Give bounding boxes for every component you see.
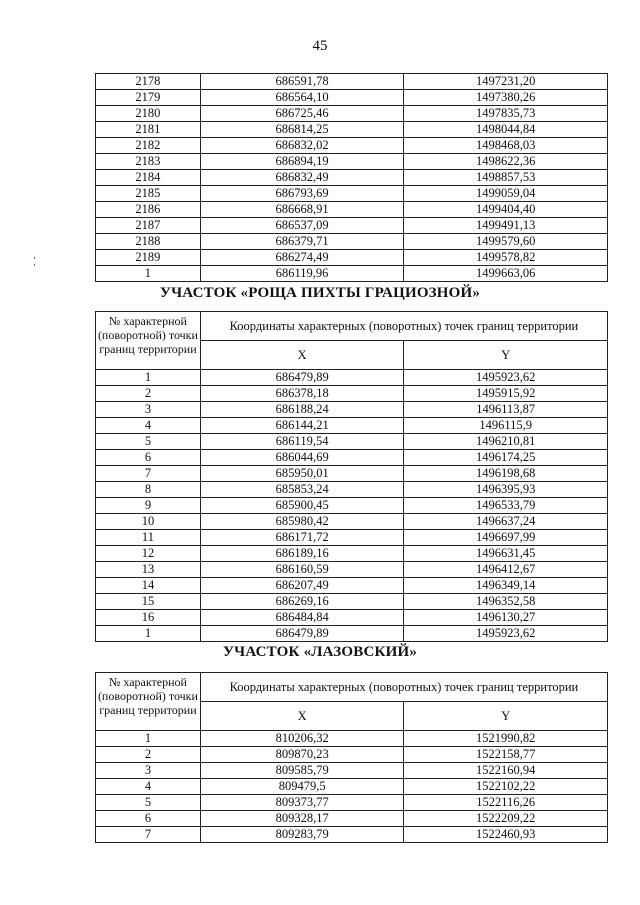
cell-y: 1522116,26 [404,795,608,811]
table-row [96,154,608,170]
cell-point-number: 7 [96,827,201,843]
section-title: УЧАСТОК «ЛАЗОВСКИЙ» [222,644,418,660]
cell-x: 685853,24 [200,482,404,498]
cell-point-number: 2178 [96,74,201,90]
cell-y: 1522102,22 [404,779,608,795]
table-row [96,827,608,843]
cell-x: 686379,71 [200,234,404,250]
cell-x: 686207,49 [200,578,404,594]
cell-y: 1522209,22 [404,811,608,827]
table-row [96,626,608,642]
table-row [96,795,608,811]
cell-point-number: 2183 [96,154,201,170]
cell-y: 1499578,82 [404,250,608,266]
cell-x: 686668,91 [200,202,404,218]
table-row [96,170,608,186]
cell-x: 686274,49 [200,250,404,266]
table-body [96,74,608,282]
cell-y: 1496174,25 [404,450,608,466]
table-row [96,747,608,763]
table-row [96,186,608,202]
cell-x: 686188,24 [200,402,404,418]
coordinates-table-lazovsky [95,672,608,843]
cell-point-number: 1 [96,731,201,747]
cell-x: 686144,21 [200,418,404,434]
page-number: 45 [312,38,328,54]
table-row [96,546,608,562]
cell-y: 1496412,67 [404,562,608,578]
cell-x: 686484,84 [200,610,404,626]
header-coordinates: Координаты характерных (поворотных) точек границ территории [200,673,607,702]
cell-x: 685980,42 [200,514,404,530]
cell-y: 1496198,68 [404,466,608,482]
cell-x: 686189,16 [200,546,404,562]
cell-point-number: 16 [96,610,201,626]
cell-y: 1496115,9 [404,418,608,434]
cell-y: 1522460,93 [404,827,608,843]
cell-x: 686793,69 [200,186,404,202]
cell-x: 686814,25 [200,122,404,138]
cell-x: 686591,78 [200,74,404,90]
cell-x: 809373,77 [200,795,404,811]
cell-y: 1496210,81 [404,434,608,450]
header-coordinates: Координаты характерных (поворотных) точек границ территории [200,312,607,341]
header-x: X [200,702,404,731]
cell-point-number: 5 [96,795,201,811]
cell-point-number: 15 [96,594,201,610]
cell-y: 1496349,14 [404,578,608,594]
cell-y: 1498044,84 [404,122,608,138]
cell-y: 1495923,62 [404,370,608,386]
cell-point-number: 5 [96,434,201,450]
table-row [96,450,608,466]
cell-y: 1495923,62 [404,626,608,642]
table-row [96,138,608,154]
cell-x: 686160,59 [200,562,404,578]
cell-point-number: 11 [96,530,201,546]
cell-y: 1498622,36 [404,154,608,170]
cell-x: 686269,16 [200,594,404,610]
table-row [96,594,608,610]
cell-point-number: 6 [96,450,201,466]
cell-y: 1496352,58 [404,594,608,610]
cell-x: 686119,96 [200,266,404,282]
cell-y: 1496697,99 [404,530,608,546]
cell-x: 685950,01 [200,466,404,482]
cell-x: 686537,09 [200,218,404,234]
cell-y: 1497835,73 [404,106,608,122]
table-row [96,578,608,594]
cell-x: 809479,5 [200,779,404,795]
cell-x: 686832,02 [200,138,404,154]
cell-point-number: 12 [96,546,201,562]
cell-point-number: 1 [96,370,201,386]
table-row [96,514,608,530]
cell-x: 686725,46 [200,106,404,122]
cell-point-number: 4 [96,779,201,795]
cell-point-number: 2188 [96,234,201,250]
table-row [96,402,608,418]
scan-mark [34,257,35,259]
cell-point-number: 2181 [96,122,201,138]
header-x: X [200,341,404,370]
cell-point-number: 3 [96,402,201,418]
cell-point-number: 2185 [96,186,201,202]
cell-x: 686564,10 [200,90,404,106]
table-body [96,731,608,843]
cell-point-number: 8 [96,482,201,498]
coordinates-table-continued [95,73,608,282]
cell-y: 1497380,26 [404,90,608,106]
cell-point-number: 7 [96,466,201,482]
cell-y: 1496113,87 [404,402,608,418]
cell-point-number: 14 [96,578,201,594]
cell-point-number: 4 [96,418,201,434]
cell-x: 686171,72 [200,530,404,546]
cell-x: 686479,89 [200,370,404,386]
cell-point-number: 2186 [96,202,201,218]
cell-x: 685900,45 [200,498,404,514]
table-row [96,250,608,266]
cell-point-number: 10 [96,514,201,530]
cell-x: 686832,49 [200,170,404,186]
cell-point-number: 1 [96,266,201,282]
scan-mark [34,264,35,266]
cell-point-number: 2189 [96,250,201,266]
cell-point-number: 6 [96,811,201,827]
table-row [96,779,608,795]
cell-point-number: 2 [96,386,201,402]
cell-x: 686119,54 [200,434,404,450]
cell-y: 1495915,92 [404,386,608,402]
cell-x: 686044,69 [200,450,404,466]
table-row [96,562,608,578]
table-row [96,530,608,546]
cell-x: 809585,79 [200,763,404,779]
cell-x: 810206,32 [200,731,404,747]
table-row [96,434,608,450]
table-row [96,202,608,218]
table-row [96,498,608,514]
coordinates-table-grove [95,311,608,642]
cell-y: 1497231,20 [404,74,608,90]
cell-x: 686894,19 [200,154,404,170]
cell-y: 1499491,13 [404,218,608,234]
table-row [96,74,608,90]
cell-x: 686479,89 [200,626,404,642]
table-row [96,418,608,434]
cell-y: 1498468,03 [404,138,608,154]
table-row [96,266,608,282]
cell-y: 1522160,94 [404,763,608,779]
header-y: Y [404,702,608,731]
table-row [96,482,608,498]
table-row [96,234,608,250]
cell-point-number: 9 [96,498,201,514]
cell-y: 1521990,82 [404,731,608,747]
cell-y: 1522158,77 [404,747,608,763]
table-row [96,386,608,402]
cell-x: 809328,17 [200,811,404,827]
cell-point-number: 13 [96,562,201,578]
cell-point-number: 2 [96,747,201,763]
cell-point-number: 2180 [96,106,201,122]
table-row [96,466,608,482]
cell-x: 686378,18 [200,386,404,402]
cell-y: 1498857,53 [404,170,608,186]
header-point-number: № характерной (поворотной) точки границ территории [96,312,201,370]
table-row [96,122,608,138]
cell-point-number: 2182 [96,138,201,154]
cell-y: 1496533,79 [404,498,608,514]
cell-y: 1499404,40 [404,202,608,218]
cell-y: 1496631,45 [404,546,608,562]
cell-y: 1496637,24 [404,514,608,530]
header-point-number: № характерной (поворотной) точки границ территории [96,673,201,731]
table-row [96,763,608,779]
table-row [96,731,608,747]
header-y: Y [404,341,608,370]
cell-point-number: 2184 [96,170,201,186]
cell-x: 809283,79 [200,827,404,843]
cell-y: 1496130,27 [404,610,608,626]
table-row [96,370,608,386]
table-row [96,90,608,106]
cell-y: 1499663,06 [404,266,608,282]
cell-x: 809870,23 [200,747,404,763]
section-title: УЧАСТОК «РОЩА ПИХТЫ ГРАЦИОЗНОЙ» [159,285,481,301]
cell-y: 1499579,60 [404,234,608,250]
table-row [96,811,608,827]
cell-y: 1499059,04 [404,186,608,202]
table-row [96,218,608,234]
cell-point-number: 3 [96,763,201,779]
cell-point-number: 2179 [96,90,201,106]
table-row [96,106,608,122]
cell-point-number: 2187 [96,218,201,234]
cell-point-number: 1 [96,626,201,642]
cell-y: 1496395,93 [404,482,608,498]
table-body [96,370,608,642]
table-row [96,610,608,626]
